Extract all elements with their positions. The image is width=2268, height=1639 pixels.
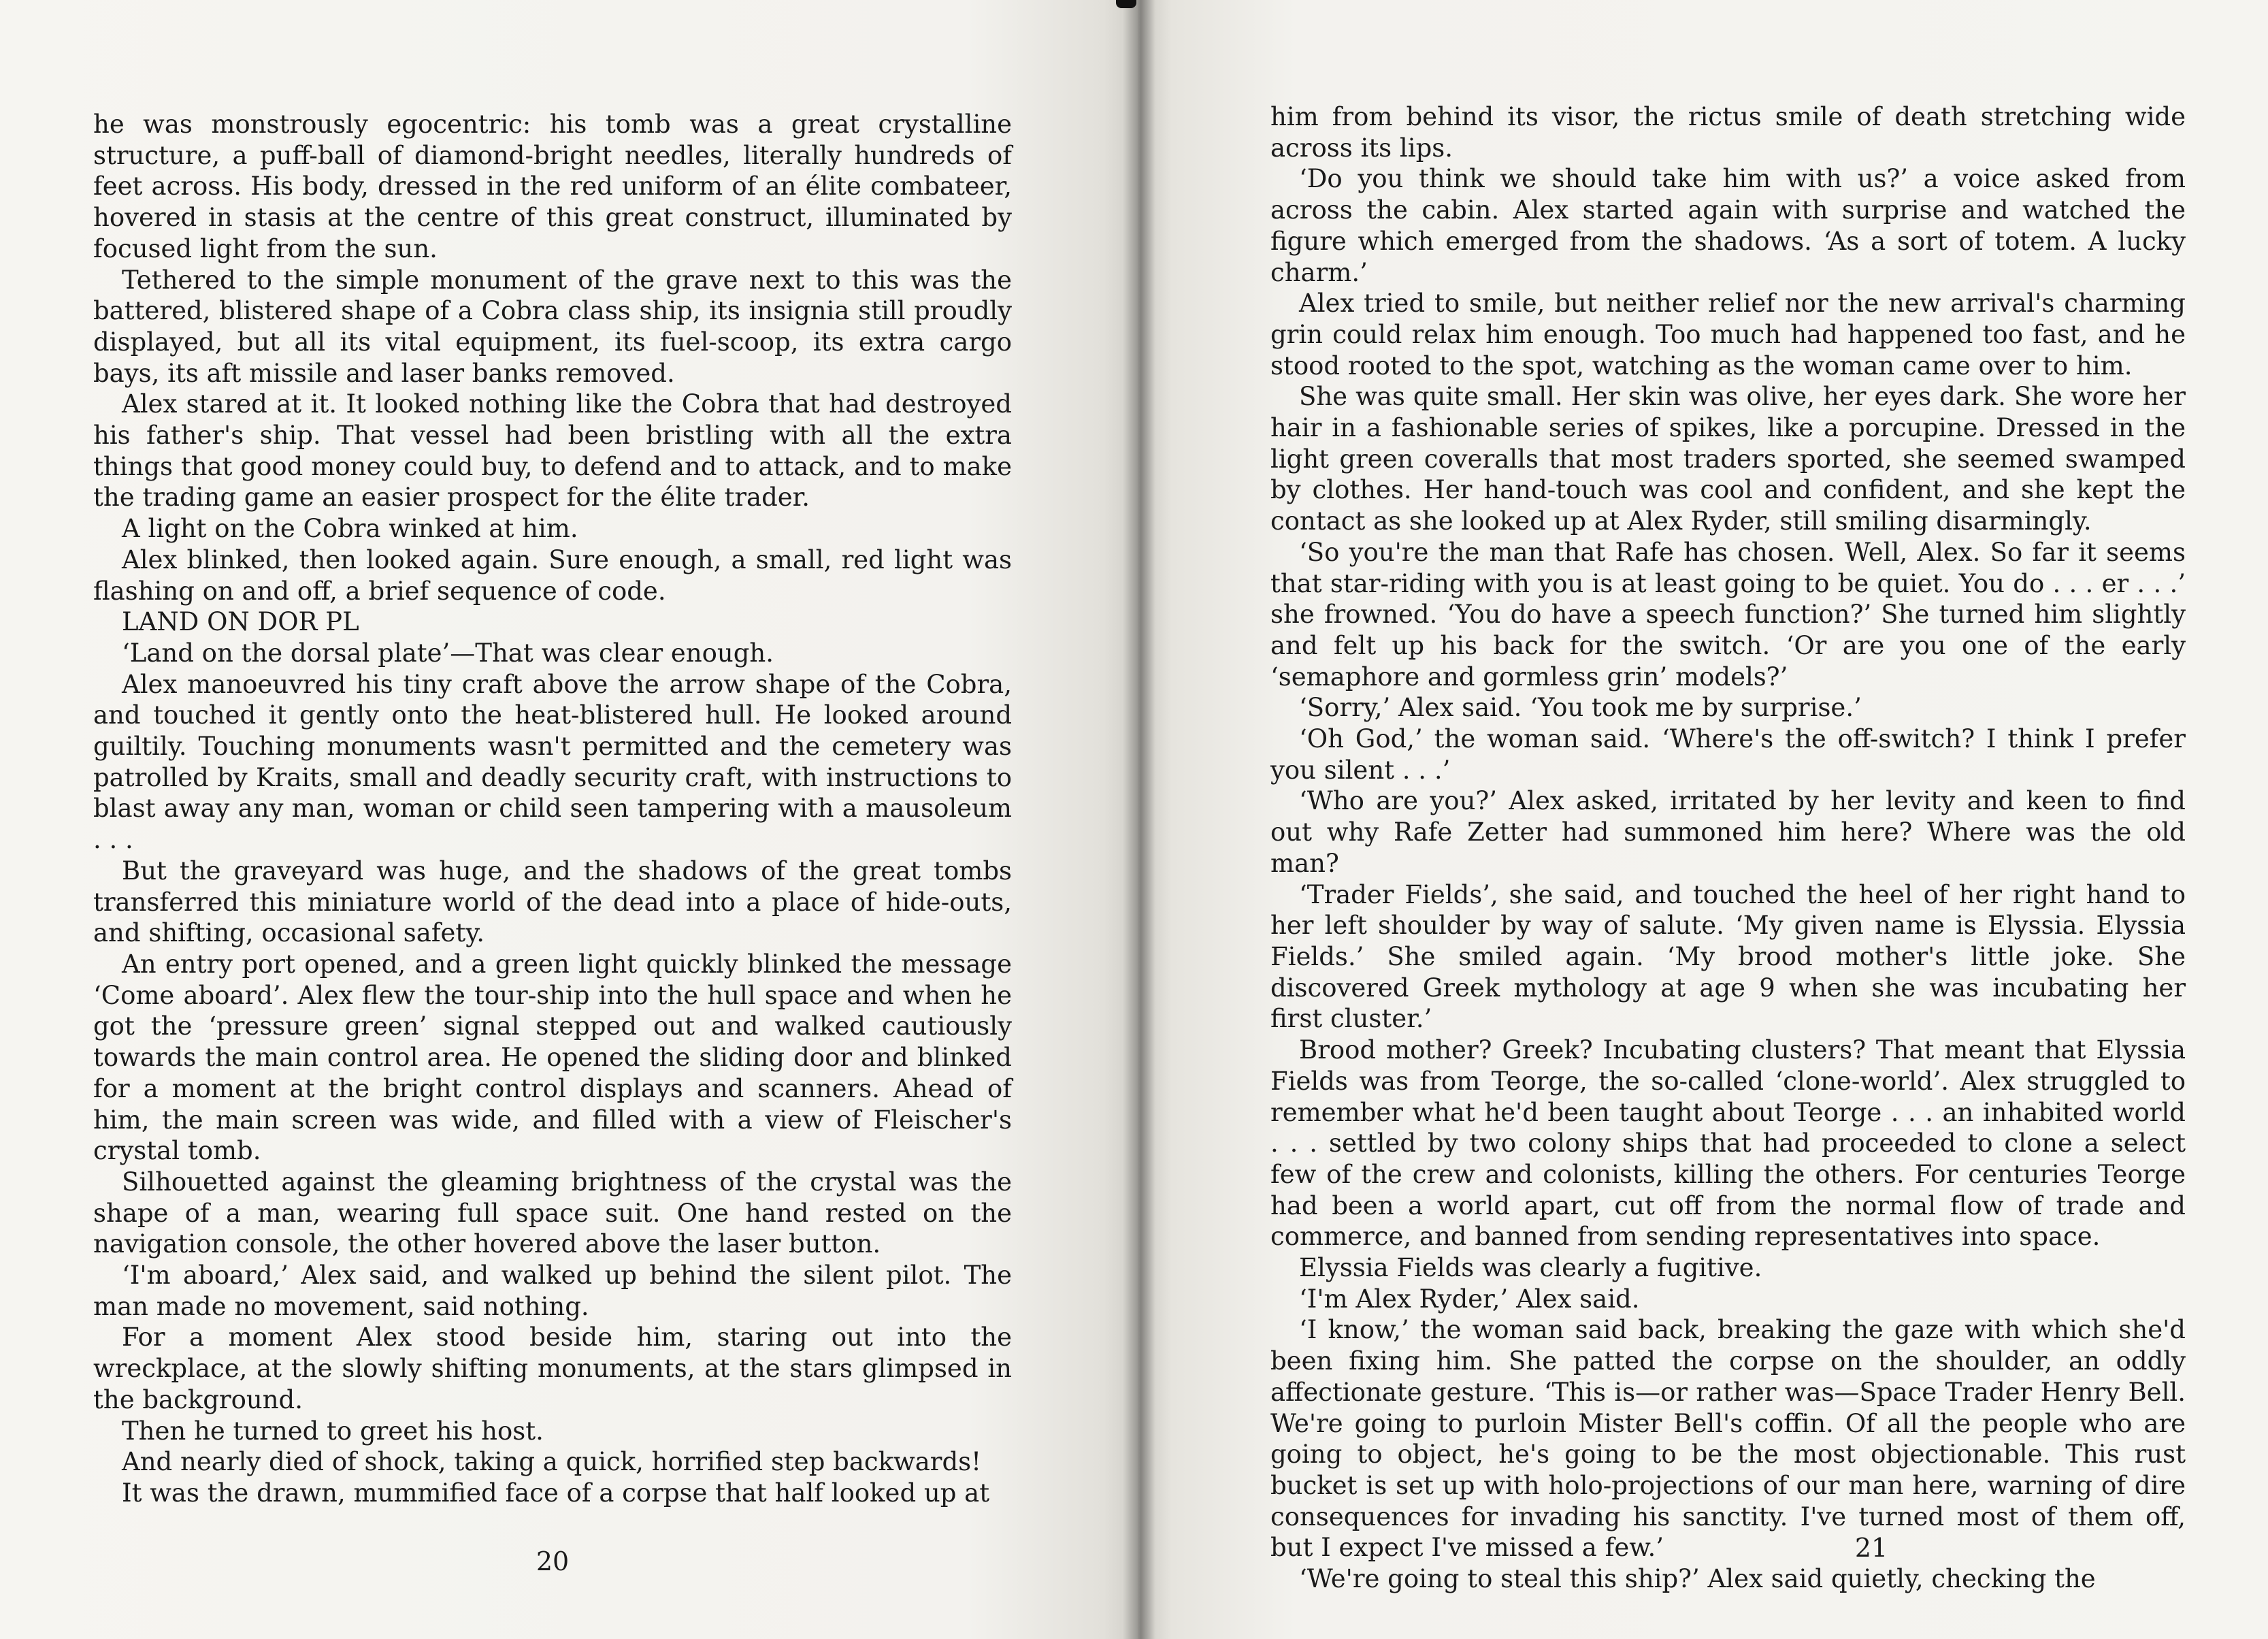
paragraph: ‘We're going to steal this ship?’ Alex said quietly, checking the xyxy=(1299,1564,2096,1594)
right-page xyxy=(1138,0,2268,1639)
paragraph: ‘Do you think we should take him with us?’ a voice asked from across the cabin. Alex started again with surprise and watched the figure which emerged from the shadows. ‘As a sort of totem. A lucky charm.’ xyxy=(1270,164,2186,287)
paragraph: She was quite small. Her skin was olive, her eyes dark. She wore her hair in a fashionable series of spikes, like a porcupine. Dressed in the light green coveralls that most traders sported, she seemed swamped by clothes. Her hand-touch was cool and confident, and she kept the contact as she looked up at Alex Ryder, still smiling disarmingly. xyxy=(1270,382,2186,536)
paragraph: ‘I'm Alex Ryder,’ Alex said. xyxy=(1299,1284,1640,1314)
paragraph: ‘Trader Fields’, she said, and touched the heel of her right hand to her left shoulder by way of salute. ‘My given name is Elyssia. Elyssia Fields.’ She smiled again. ‘My brood mother's little joke. She discovered Greek mythology at age 9 when she was incubating her first cluster.’ xyxy=(1270,879,2186,1034)
right-page-text xyxy=(1270,101,2186,1595)
book-spine xyxy=(1123,0,1155,1639)
page-number: 21 xyxy=(1854,1533,1888,1563)
paragraph: Alex tried to smile, but neither relief nor the new arrival's charming grin could relax him enough. Too much had happened too fast, and he stood rooted to the spot, watching as the woman came over to him. xyxy=(1270,289,2186,380)
paragraph: Brood mother? Greek? Incubating clusters? That meant that Elyssia Fields was from Teorge, the so-called ‘clone-world’. Alex struggled to remember what he'd been taught about Teorge . . . an inhabited world . . . settled by two colony ships that had proceeded to clone a select few of the crew and colonists, killing the others. For centuries Teorge had been a world apart, cut off from the normal flow of trade and commerce, and banned from sending representatives into space. xyxy=(1270,1035,2186,1252)
paragraph: Elyssia Fields was clearly a fugitive. xyxy=(1299,1253,1762,1283)
paragraph: For a moment Alex stood beside him, staring out into the wreckplace, at the slowly shifting monuments, at the stars glimpsed in the background. xyxy=(93,1322,1012,1414)
paragraph: ‘So you're the man that Rafe has chosen. Well, Alex. So far it seems that star-riding with you is at least going to be quiet. You do . . . er . . .’ she frowned. ‘You do have a speech function?’ She turned him slightly and felt up his back for the switch. ‘Or are you one of the early ‘semaphore and gormless grin’ models?’ xyxy=(1270,537,2186,692)
paragraph: ‘Sorry,’ Alex said. ‘You took me by surprise.’ xyxy=(1299,693,1862,723)
paragraph: LAND ON DOR PL xyxy=(122,607,359,637)
paragraph: Alex stared at it. It looked nothing like the Cobra that had destroyed his father's ship. That vessel had been bristling with all the extra things that good money could buy, to defend and to attack, and to make the trading game an easier prospect for the élite trader. xyxy=(93,389,1012,513)
paragraph: he was monstrously egocentric: his tomb was a great crystalline structure, a puff-ball of diamond-bright needles, literally hundreds of feet across. His body, dressed in the red uniform of an élite combateer, hovered in stasis at the centre of this great construct, illuminated by focused light from the sun. xyxy=(93,110,1012,263)
paragraph: But the graveyard was huge, and the shadows of the great tombs transferred this miniature world of the dead into a place of hide-outs, and shifting, occasional safety. xyxy=(93,856,1012,948)
paragraph: Then he turned to greet his host. xyxy=(122,1416,544,1446)
spine-top-mark xyxy=(1116,0,1136,8)
paragraph: him from behind its visor, the rictus smile of death stretching wide across its lips. xyxy=(1270,102,2186,163)
paragraph: ‘Who are you?’ Alex asked, irritated by her levity and keen to find out why Rafe Zetter had summoned him here? Where was the old man? xyxy=(1270,786,2186,878)
paragraph: Tethered to the simple monument of the grave next to this was the battered, blistered shape of a Cobra class ship, its insignia still proudly displayed, but all its vital equipment, its fuel-scoop, its extra cargo bays, its aft missile and laser banks removed. xyxy=(93,265,1012,388)
paragraph: Silhouetted against the gleaming brightness of the crystal was the shape of a man, wearing full space suit. One hand rested on the navigation console, the other hovered above the laser button. xyxy=(93,1167,1012,1259)
paragraph: A light on the Cobra winked at him. xyxy=(122,514,578,544)
paragraph: ‘I'm aboard,’ Alex said, and walked up behind the silent pilot. The man made no movement, said nothing. xyxy=(93,1261,1012,1321)
paragraph: And nearly died of shock, taking a quick, horrified step backwards! xyxy=(122,1447,981,1477)
paragraph: An entry port opened, and a green light quickly blinked the message ‘Come aboard’. Alex flew the tour-ship into the hull space and when he got the ‘pressure green’ signal stepped out and walked cautiously towards the main control area. He opened the sliding door and blinked for a moment at the bright control displays and scanners. Ahead of him, the main screen was wide, and filled with a view of Fleischer's crystal tomb. xyxy=(93,949,1012,1166)
paragraph: ‘Oh God,’ the woman said. ‘Where's the off-switch? I think I prefer you silent . . .’ xyxy=(1270,724,2186,785)
paragraph: ‘I know,’ the woman said back, breaking the gaze with which she'd been fixing him. She patted the corpse on the shoulder, an oddly affectionate gesture. ‘This is—or rather was—Space Trader Henry Bell. We're going to purloin Mister Bell's coffin. Of all the people who are going to object, he's going to be the most objectionable. This rust bucket is set up with holo-projections of our man here, warning of dire consequences for invading his sanctity. I've turned most of them off, but I expect I've missed a few.’ xyxy=(1270,1315,2186,1563)
paragraph: It was the drawn, mummified face of a corpse that half looked up at xyxy=(122,1478,990,1508)
paragraph: Alex blinked, then looked again. Sure enough, a small, red light was flashing on and off, a brief sequence of code. xyxy=(93,545,1012,606)
page-number: 20 xyxy=(536,1546,570,1576)
paragraph: ‘Land on the dorsal plate’—That was clear enough. xyxy=(122,638,774,668)
paragraph: Alex manoeuvred his tiny craft above the arrow shape of the Cobra, and touched it gently onto the heat-blistered hull. He looked around guiltily. Touching monuments wasn't permitted and the cemetery was patrolled by Kraits, small and deadly security craft, with instructions to blast away any man, woman or child seen tampering with a mausoleum . . . xyxy=(93,669,1012,855)
left-page-text xyxy=(93,109,1012,1509)
